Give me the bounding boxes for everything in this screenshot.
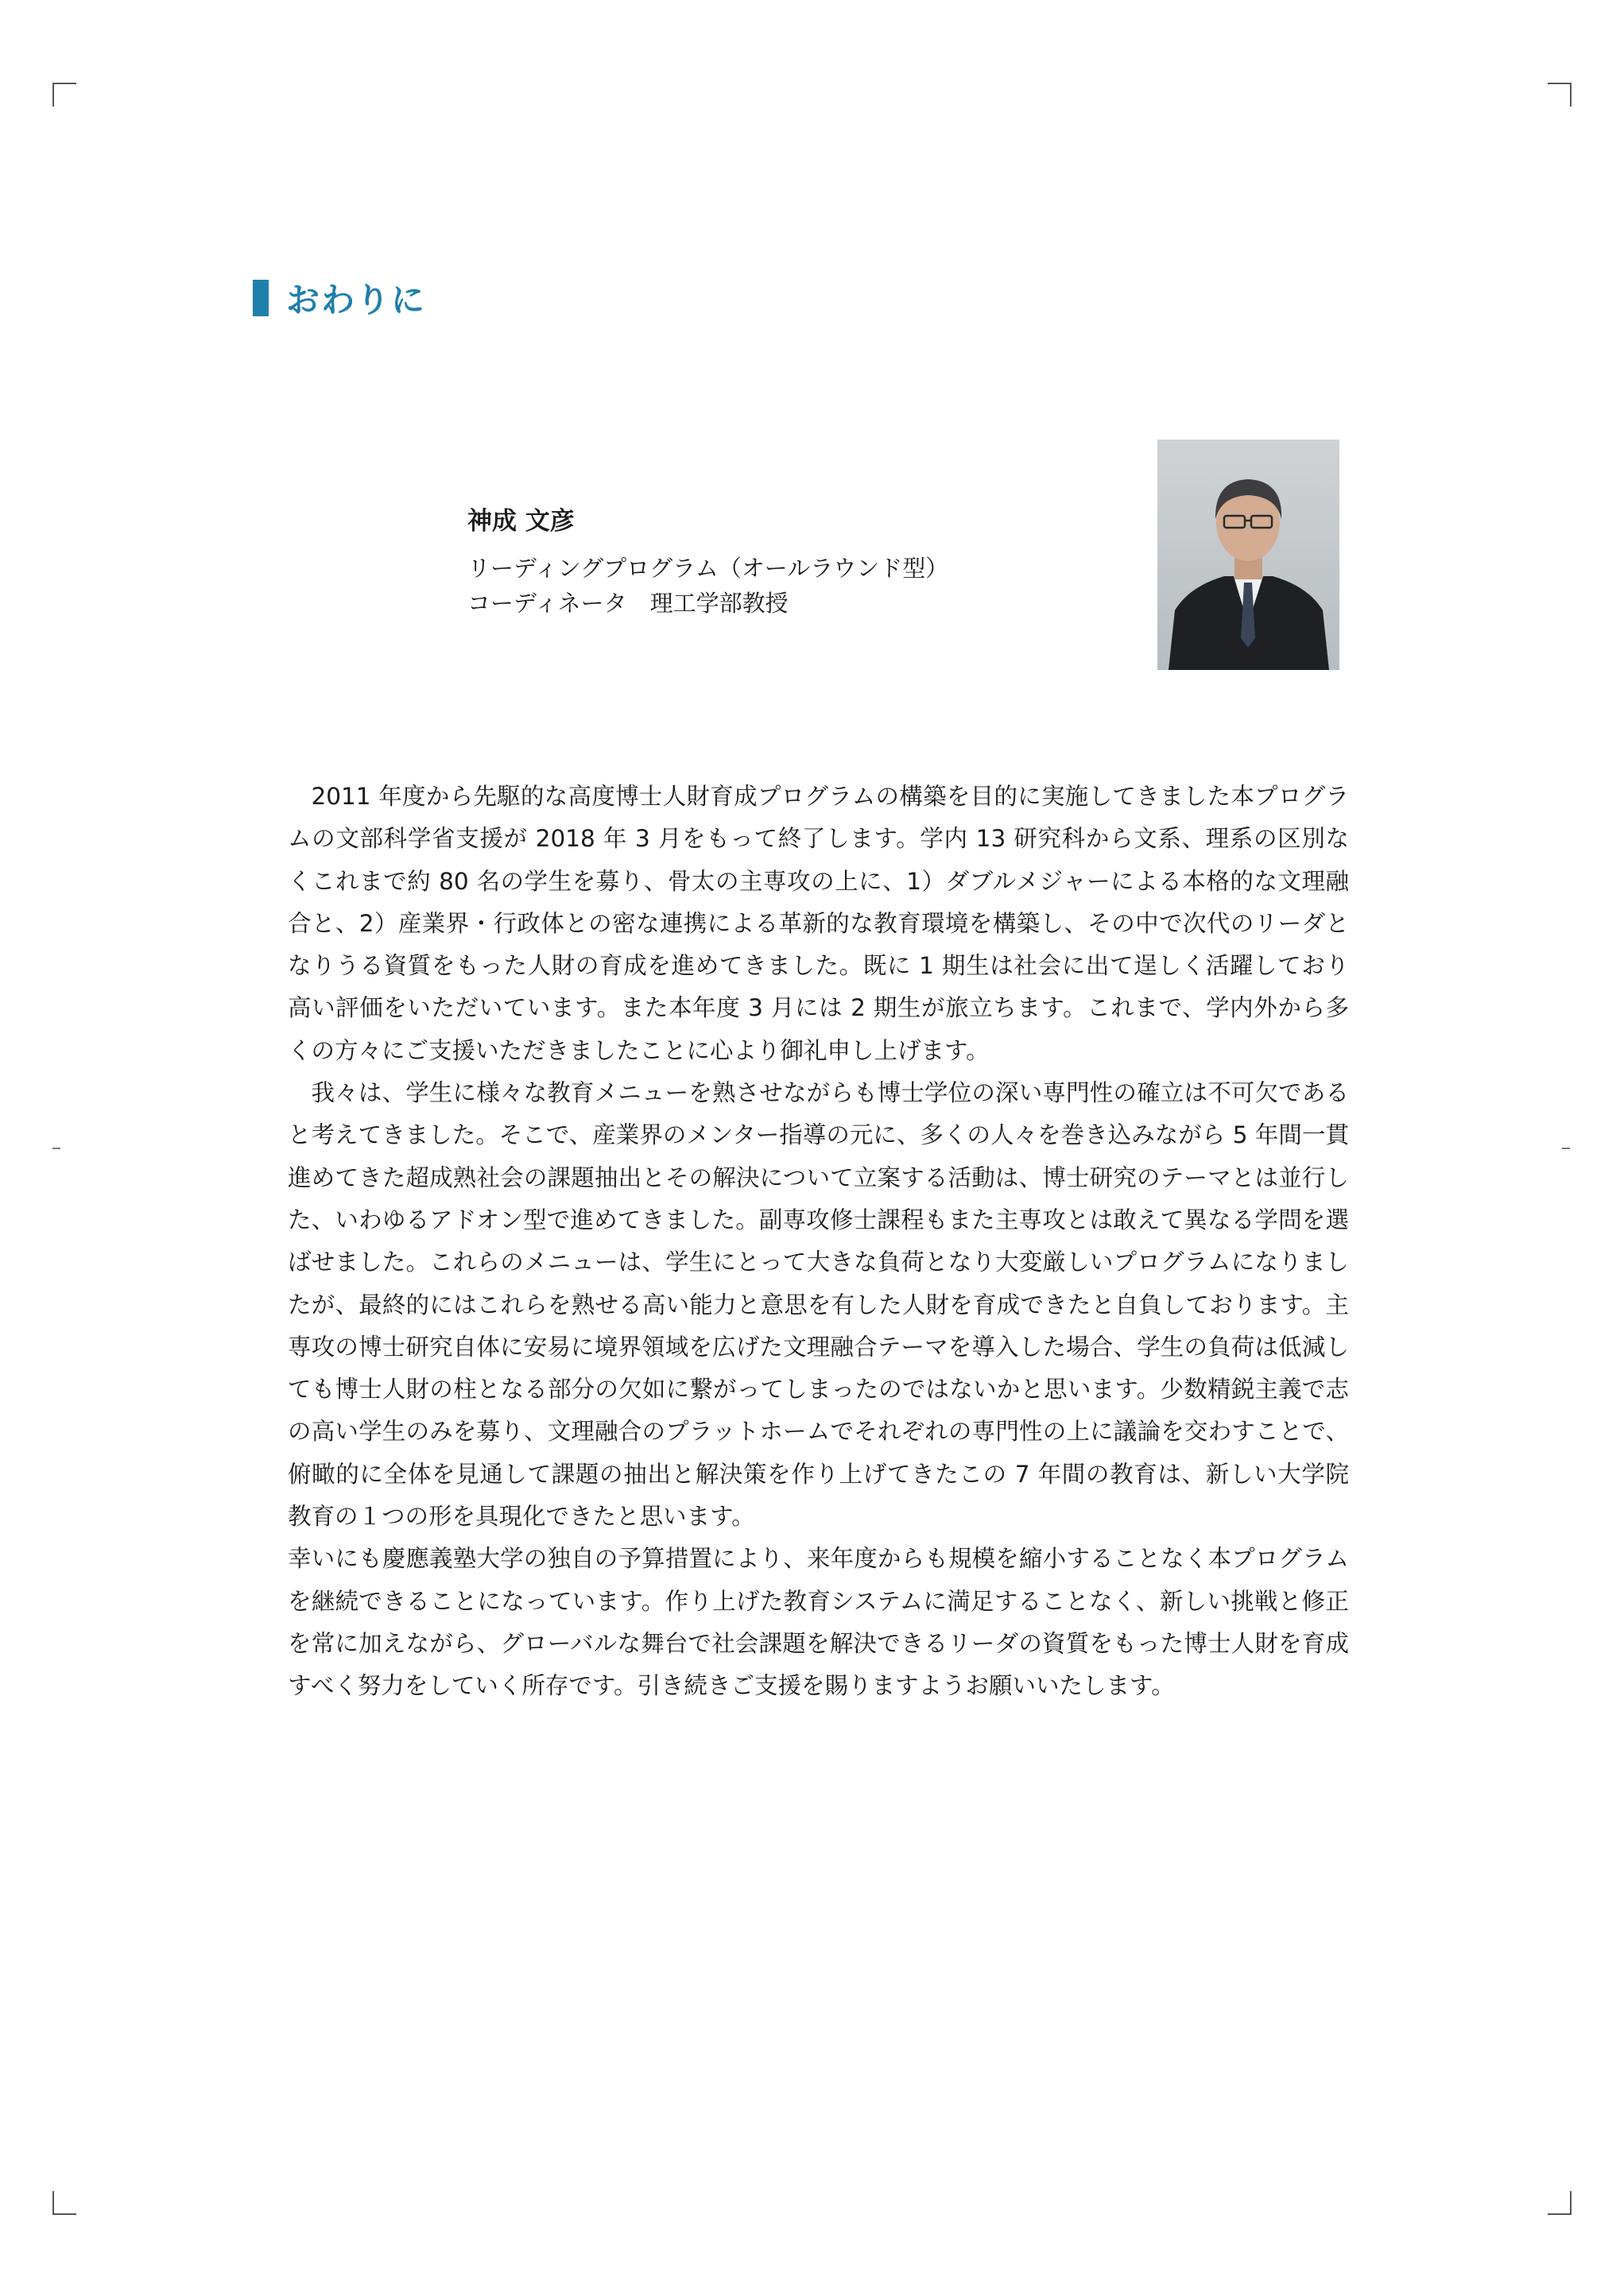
- author-role-line1: リーディングプログラム（オールラウンド型）: [467, 555, 949, 582]
- author-name: 神成 文彦: [467, 507, 575, 536]
- section-heading: [253, 274, 426, 322]
- paragraph: 我々は、学生に様々な教育メニューを熟させながらも博士学位の深い専門性の確立は不可欠であると考えてきました。そこで、産業界のメンター指導の元に、多くの人々を巻き込みながら 5 年間一貫進めてきた超成熟社会の課題抽出とその解決について立案する活動は、博士研究のテーマとは並行した、いわゆるアドオン型で進めてきました。副専攻修士課程もまた主専攻とは敢えて異なる学問を選ばせました。これらのメニューは、学生にとって大きな負荷となり大変厳しいプログラムになりましたが、最終的にはこれらを熟せる高い能力と意思を有した人財を育成できたと自負しております。主専攻の博士研究自体に安易に境界領域を広げた文理融合テーマを導入した場合、学生の負荷は低減しても博士人財の柱となる部分の欠如に繋がってしまったのではないかと思います。少数精鋭主義で志の高い学生のみを募り、文理融合のプラットホームでそれぞれの専門性の上に議論を交わすことで、俯瞰的に全体を見通して課題の抽出と解決策を作り上げてきたこの 7 年間の教育は、新しい大学院教育の１つの形を具現化できたと思います。: [288, 1079, 1350, 1531]
- paragraph: 幸いにも慶應義塾大学の独自の予算措置により、来年度からも規模を縮小することなく本プログラムを継続できることになっています。作り上げた教育システムに満足することなく、新しい挑戦と修正を常に加えながら、グローバルな舞台で社会課題を解決できるリーダの資質をもった博士人財を育成すべく努力をしていく所存です。引き続きご支援を賜りますようお願いいたします。: [288, 1545, 1349, 1700]
- heading-accent-bar: [253, 280, 269, 316]
- crop-mark-bottom-left: [52, 2191, 76, 2215]
- crop-mark-top-right: [1548, 83, 1572, 106]
- crop-mark-bottom-right: [1548, 2191, 1572, 2215]
- registration-mark-right: [1562, 1148, 1570, 1149]
- crop-mark-top-left: [52, 83, 76, 106]
- body-text: [288, 776, 1349, 1708]
- registration-mark-left: [52, 1148, 60, 1149]
- paragraph: 2011 年度から先駆的な高度博士人財育成プログラムの構築を目的に実施してきました本プログラムの文部科学省支援が 2018 年 3 月をもって終了します。学内 13 研究科から文系、理系の区別なくこれまで約 80 名の学生を募り、骨太の主専攻の上に、1）ダブルメジャーによる本格的な文理融合と、2）産業界・行政体との密な連携による革新的な教育環境を構築し、その中で次代のリーダとなりうる資質をもった人財の育成を進めてきました。既に 1 期生は社会に出て逞しく活躍しており高い評価をいただいています。また本年度 3 月には 2 期生が旅立ちます。これまで、学内外から多くの方々にご支援いただきましたことに心より御礼申し上げます。: [288, 783, 1349, 1064]
- author-profile: [467, 501, 948, 621]
- author-role-line2: コーディネータ 理工学部教授: [467, 590, 789, 617]
- author-photo: [1157, 439, 1339, 670]
- page-title: おわりに: [286, 281, 427, 319]
